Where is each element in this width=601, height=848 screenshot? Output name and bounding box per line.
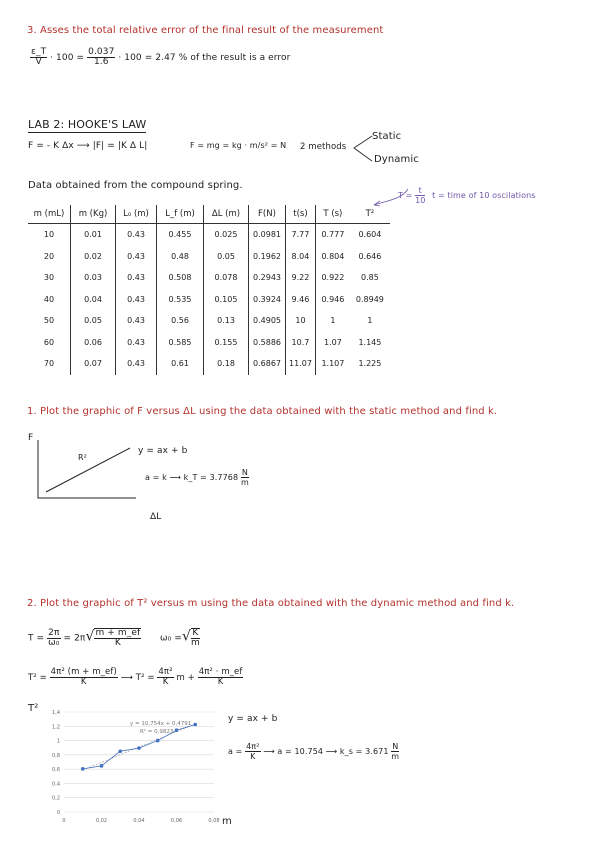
- table-cell: 0.0981: [249, 224, 286, 246]
- chart-y-label: T²: [28, 703, 39, 714]
- method-static: Static: [372, 131, 402, 142]
- lab-title: LAB 2: HOOKE'S LAW: [28, 118, 147, 131]
- table-cell: 0.13: [204, 310, 249, 332]
- y-tick-label: 0,2: [52, 795, 60, 802]
- table-cell: 0.777: [315, 224, 350, 246]
- r-squared-label: R² = 0,9823: [140, 729, 174, 735]
- table-cell: 1: [315, 310, 350, 332]
- table-cell: 10: [286, 310, 316, 332]
- q1-heading: 1. Plot the graphic of F versus ΔL using the data obtained with the static method and find k.: [27, 406, 498, 417]
- y-tick-label: 0,8: [52, 752, 60, 759]
- y-tick-label: 0,4: [52, 781, 60, 788]
- table-row: [28, 332, 390, 354]
- spring-data-table: [28, 205, 390, 375]
- table-cell: 30: [43, 273, 55, 283]
- table-cell: 0.646: [358, 251, 382, 261]
- table-header-row: [28, 205, 390, 224]
- x-tick-label: 0,02: [95, 818, 108, 824]
- t2-vs-m-chart: [44, 708, 220, 828]
- eq-frac1: $\frac{\varepsilon\_T}{V}$: [31, 47, 47, 67]
- table-row: [28, 353, 390, 375]
- col-header: L_f (m): [157, 205, 204, 224]
- table-row: [28, 289, 390, 311]
- table-cell: 70: [43, 359, 55, 369]
- chart-x-label: m: [222, 816, 232, 827]
- eq-frac2: $\frac{0.037}{1.6}$: [88, 47, 115, 67]
- x-tick-label: 0,06: [170, 818, 183, 824]
- table-cell: 0.56: [157, 310, 204, 332]
- table-cell: 60: [43, 337, 55, 347]
- table-row: [28, 224, 390, 246]
- methods-label: 2 methods: [300, 142, 347, 152]
- q1-x-axis-label: ΔL: [150, 512, 162, 522]
- col-header: ΔL (m): [204, 205, 249, 224]
- col-header: L₀ (m): [116, 205, 157, 224]
- table-cell: 1.107: [315, 353, 350, 375]
- table-cell: 0.2943: [249, 267, 286, 289]
- table-cell: 0.48: [157, 246, 204, 268]
- x-tick-label: 0: [62, 818, 66, 824]
- table-cell: 0.02: [71, 246, 116, 268]
- table-cell: 0.18: [204, 353, 249, 375]
- omega-equation: ω₀ =√ $\frac{K}{m}$: [160, 628, 200, 648]
- q2-fit-equation: y = ax + b: [228, 714, 278, 724]
- t-squared-equation: T² = $\frac{\text{4π² (m + m\_ef)}}{K}$ ⟶ T² = $\frac{\text{4π²}}{K}$ m + $\frac{\text{4π² · m\_ef}}{K}$: [28, 667, 243, 687]
- table-cell: 0.105: [204, 289, 249, 311]
- table-cell: 0.6867: [249, 353, 286, 375]
- table-cell: 0.85: [361, 273, 379, 283]
- table-cell: 0.43: [116, 310, 157, 332]
- data-point: [175, 728, 179, 732]
- weight-equation: F = mg = kg · m/s² = N: [190, 141, 287, 150]
- table-cell: 0.508: [157, 267, 204, 289]
- table-cell: 0.1962: [249, 246, 286, 268]
- table-cell: 8.04: [286, 246, 316, 268]
- table-cell: 0.5886: [249, 332, 286, 354]
- table-cell: 0.07: [71, 353, 116, 375]
- table-cell: 0.05: [71, 310, 116, 332]
- table-cell: 0.43: [116, 224, 157, 246]
- table-cell: 0.946: [315, 289, 350, 311]
- relative-error-equation: $\frac{\varepsilon\_T}{V}$ · 100 = $\frac{0.037}{1.6}$ · 100 = 2.47 % of the result is a error: [31, 47, 291, 67]
- data-point: [81, 767, 85, 771]
- hooke-law-equation: F = - K Δx ⟶ |F| = |K Δ L|: [28, 141, 148, 151]
- y-tick-label: 0: [56, 810, 60, 816]
- table-cell: 9.22: [286, 267, 316, 289]
- table-cell: 0.3924: [249, 289, 286, 311]
- data-point: [100, 764, 104, 768]
- table-cell: 0.025: [204, 224, 249, 246]
- q1-y-axis-label: F: [28, 433, 34, 443]
- table-cell: 0.06: [71, 332, 116, 354]
- table-cell: 9.46: [286, 289, 316, 311]
- table-cell: 10: [43, 230, 55, 240]
- table-cell: 0.61: [157, 353, 204, 375]
- q1-r2-label: R²: [78, 453, 87, 462]
- table-cell: 1.145: [358, 337, 382, 347]
- data-point: [118, 749, 122, 753]
- table-cell: 0.03: [71, 267, 116, 289]
- table-cell: 0.604: [358, 230, 382, 240]
- q1-sketch-axes: [38, 440, 138, 500]
- table-cell: 0.43: [116, 246, 157, 268]
- data-point: [193, 723, 197, 727]
- table-cell: 0.804: [315, 246, 350, 268]
- q2-result: a = $\frac{\text{4π²}}{K}$ ⟶ a = 10.754 ⟶ k_s = 3.671 $\frac{N}{m}$: [228, 742, 400, 761]
- data-caption: Data obtained from the compound spring.: [28, 180, 243, 191]
- table-cell: 0.43: [116, 353, 157, 375]
- table-cell: 0.43: [116, 267, 157, 289]
- col-header: F(N): [249, 205, 286, 224]
- y-tick-label: 1: [56, 738, 60, 745]
- table-cell: 1: [367, 316, 373, 326]
- y-tick-label: 0,6: [52, 767, 60, 774]
- error-heading: 3. Asses the total relative error of the final result of the measurement: [27, 25, 384, 36]
- table-cell: 40: [43, 294, 55, 304]
- q1-fit-equation: y = ax + b: [138, 446, 188, 456]
- table-cell: 10.7: [286, 332, 316, 354]
- table-cell: 50: [43, 316, 55, 326]
- table-cell: 0.585: [157, 332, 204, 354]
- table-cell: 0.43: [116, 332, 157, 354]
- col-header: T (s): [315, 205, 350, 224]
- table-cell: 0.4905: [249, 310, 286, 332]
- col-header: t(s): [286, 205, 316, 224]
- table-cell: 0.535: [157, 289, 204, 311]
- table-cell: 0.04: [71, 289, 116, 311]
- table-cell: 11.07: [286, 353, 316, 375]
- y-tick-label: 1,2: [52, 724, 60, 731]
- q2-heading: 2. Plot the graphic of T² versus m using the data obtained with the dynamic method and find k.: [27, 598, 515, 609]
- col-header: T²: [365, 209, 375, 219]
- trendline-equation: y = 10,754x + 0,4791: [130, 721, 192, 727]
- table-cell: 0.078: [204, 267, 249, 289]
- x-tick-label: 0,08: [208, 818, 220, 824]
- period-equation: T = $\frac{2\pi}{\text{ω₀}}$ = 2π√ $\frac{m + m\_ef}{K}$: [28, 627, 141, 648]
- table-cell: 1.225: [358, 359, 382, 369]
- table-cell: 0.01: [71, 224, 116, 246]
- table-cell: 1.07: [315, 332, 350, 354]
- table-row: [28, 310, 390, 332]
- q1-result: a = k ⟶ k_T = 3.7768 $\frac{N}{m}$: [145, 468, 249, 487]
- data-point: [156, 739, 160, 743]
- q1-sketch-line: [46, 448, 130, 492]
- table-row: [28, 246, 390, 268]
- table-cell: 0.8949: [355, 294, 384, 304]
- table-cell: 7.77: [286, 224, 316, 246]
- data-point: [137, 746, 141, 750]
- period-note: T = $\frac{t}{10}$ t = time of 10 oscilations: [398, 186, 536, 205]
- table-cell: 0.05: [204, 246, 249, 268]
- method-dynamic: Dynamic: [374, 154, 419, 165]
- col-header: m (mL): [33, 209, 65, 219]
- x-tick-label: 0,04: [133, 818, 145, 824]
- y-tick-label: 1,4: [52, 710, 60, 716]
- methods-brace: [352, 134, 374, 164]
- table-cell: 0.922: [315, 267, 350, 289]
- table-row: [28, 267, 390, 289]
- col-header: m (Kg): [71, 205, 116, 224]
- table-cell: 0.455: [157, 224, 204, 246]
- table-cell: 0.155: [204, 332, 249, 354]
- table-cell: 20: [43, 251, 55, 261]
- table-cell: 0.43: [116, 289, 157, 311]
